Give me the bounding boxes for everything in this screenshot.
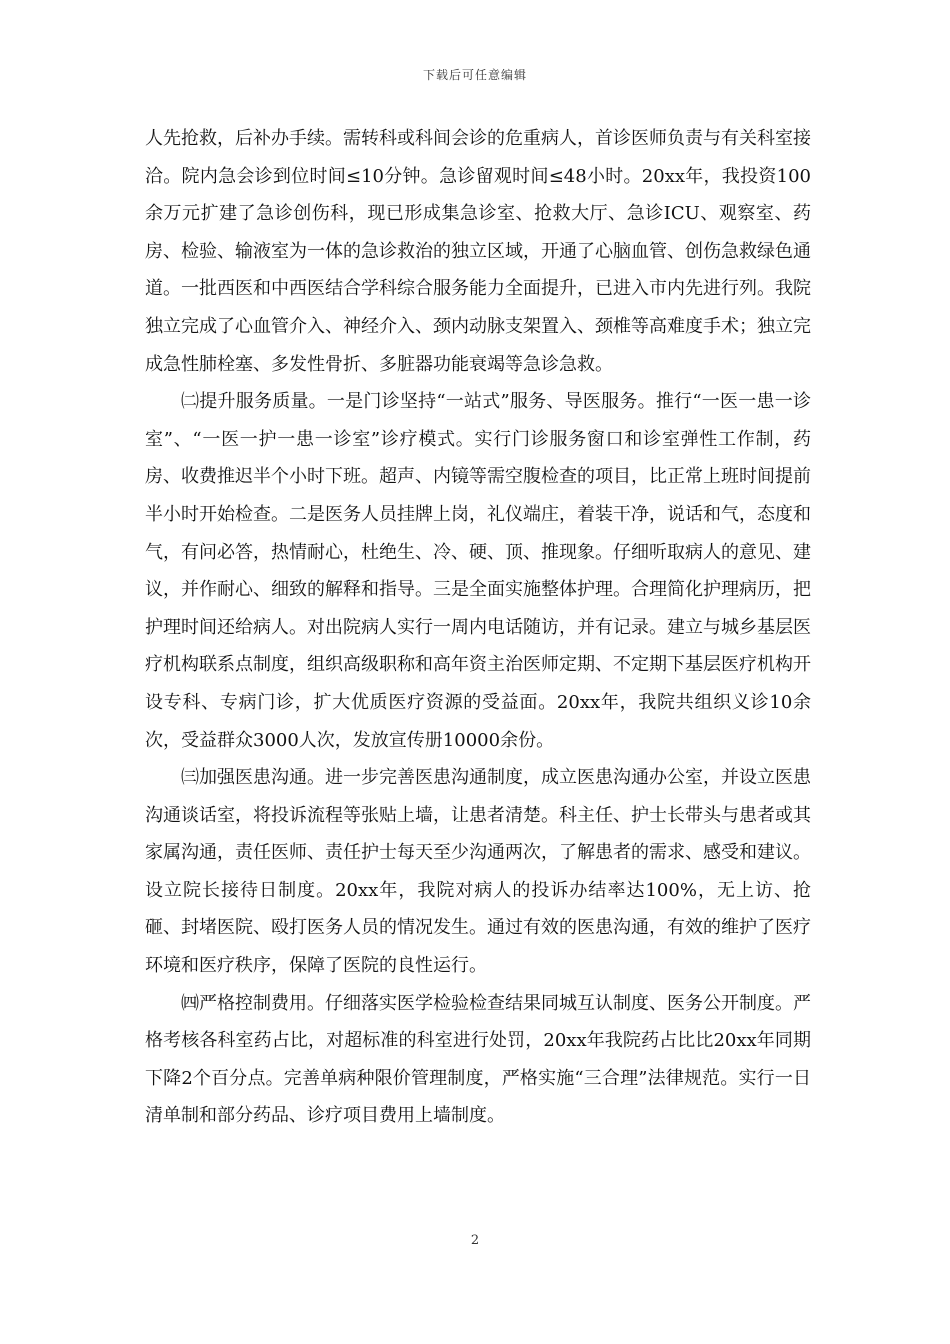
- document-body: [145, 120, 811, 1135]
- page-number: 2: [470, 1233, 480, 1248]
- paragraph-doctor-patient-communication: ㈢加强医患沟通。进一步完善医患沟通制度，成立医患沟通办公室，并设立医患沟通谈话室，将投诉流程等张贴上墙，让患者清楚。科主任、护士长带头与患者或其家属沟通，责任医师、责任护士每天至少沟通两次，了解患者的需求、感受和建议。设立院长接待日制度。20xx年，我院对病人的投诉办结率达100%，无上访、抢砸、封堵医院、殴打医务人员的情况发生。通过有效的医患沟通，有效的维护了医疗环境和医疗秩序，保障了医院的良性运行。: [145, 767, 811, 977]
- page-header: 下载后可任意编辑: [422, 68, 527, 82]
- paragraph-cost-control: ㈣严格控制费用。仔细落实医学检验检查结果同城互认制度、医务公开制度。严格考核各科室药占比，对超标准的科室进行处罚，20xx年我院药占比比20xx年同期下降2个百分点。完善单病种限价管理制度，严格实施“三合理”法律规范。实行一日清单制和部分药品、诊疗项目费用上墙制度。: [145, 992, 811, 1127]
- paragraph-continuation: 人先抢救，后补办手续。需转科或科间会诊的危重病人，首诊医师负责与有关科室接洽。院内急会诊到位时间≤10分钟。急诊留观时间≤48小时。20xx年，我投资100余万元扩建了急诊创伤科，现已形成集急诊室、抢救大厅、急诊ICU、观察室、药房、检验、输液室为一体的急诊救治的独立区域，开通了心脑血管、创伤急救绿色通道。一批西医和中西医结合学科综合服务能力全面提升，已进入市内先进行列。我院独立完成了心血管介入、神经介入、颈内动脉支架置入、颈椎等高难度手术；独立完成急性肺栓塞、多发性骨折、多脏器功能衰竭等急诊急救。: [145, 128, 811, 375]
- paragraph-service-quality: ㈡提升服务质量。一是门诊坚持“一站式”服务、导医服务。推行“一医一患一诊室”、“一医一护一患一诊室”诊疗模式。实行门诊服务窗口和诊室弹性工作制，药房、收费推迟半个小时下班。超声、内镜等需空腹检查的项目，比正常上班时间提前半小时开始检查。二是医务人员挂牌上岗，礼仪端庄，着装干净，说话和气，态度和气，有问必答，热情耐心，杜绝生、冷、硬、顶、推现象。仔细听取病人的意见、建议，并作耐心、细致的解释和指导。三是全面实施整体护理。合理简化护理病历，把护理时间还给病人。对出院病人实行一周内电话随访，并有记录。建立与城乡基层医疗机构联系点制度，组织高级职称和高年资主治医师定期、不定期下基层医疗机构开设专科、专病门诊，扩大优质医疗资源的受益面。20xx年，我院共组织义诊10余次，受益群众3000人次，发放宣传册10000余份。: [145, 391, 811, 751]
